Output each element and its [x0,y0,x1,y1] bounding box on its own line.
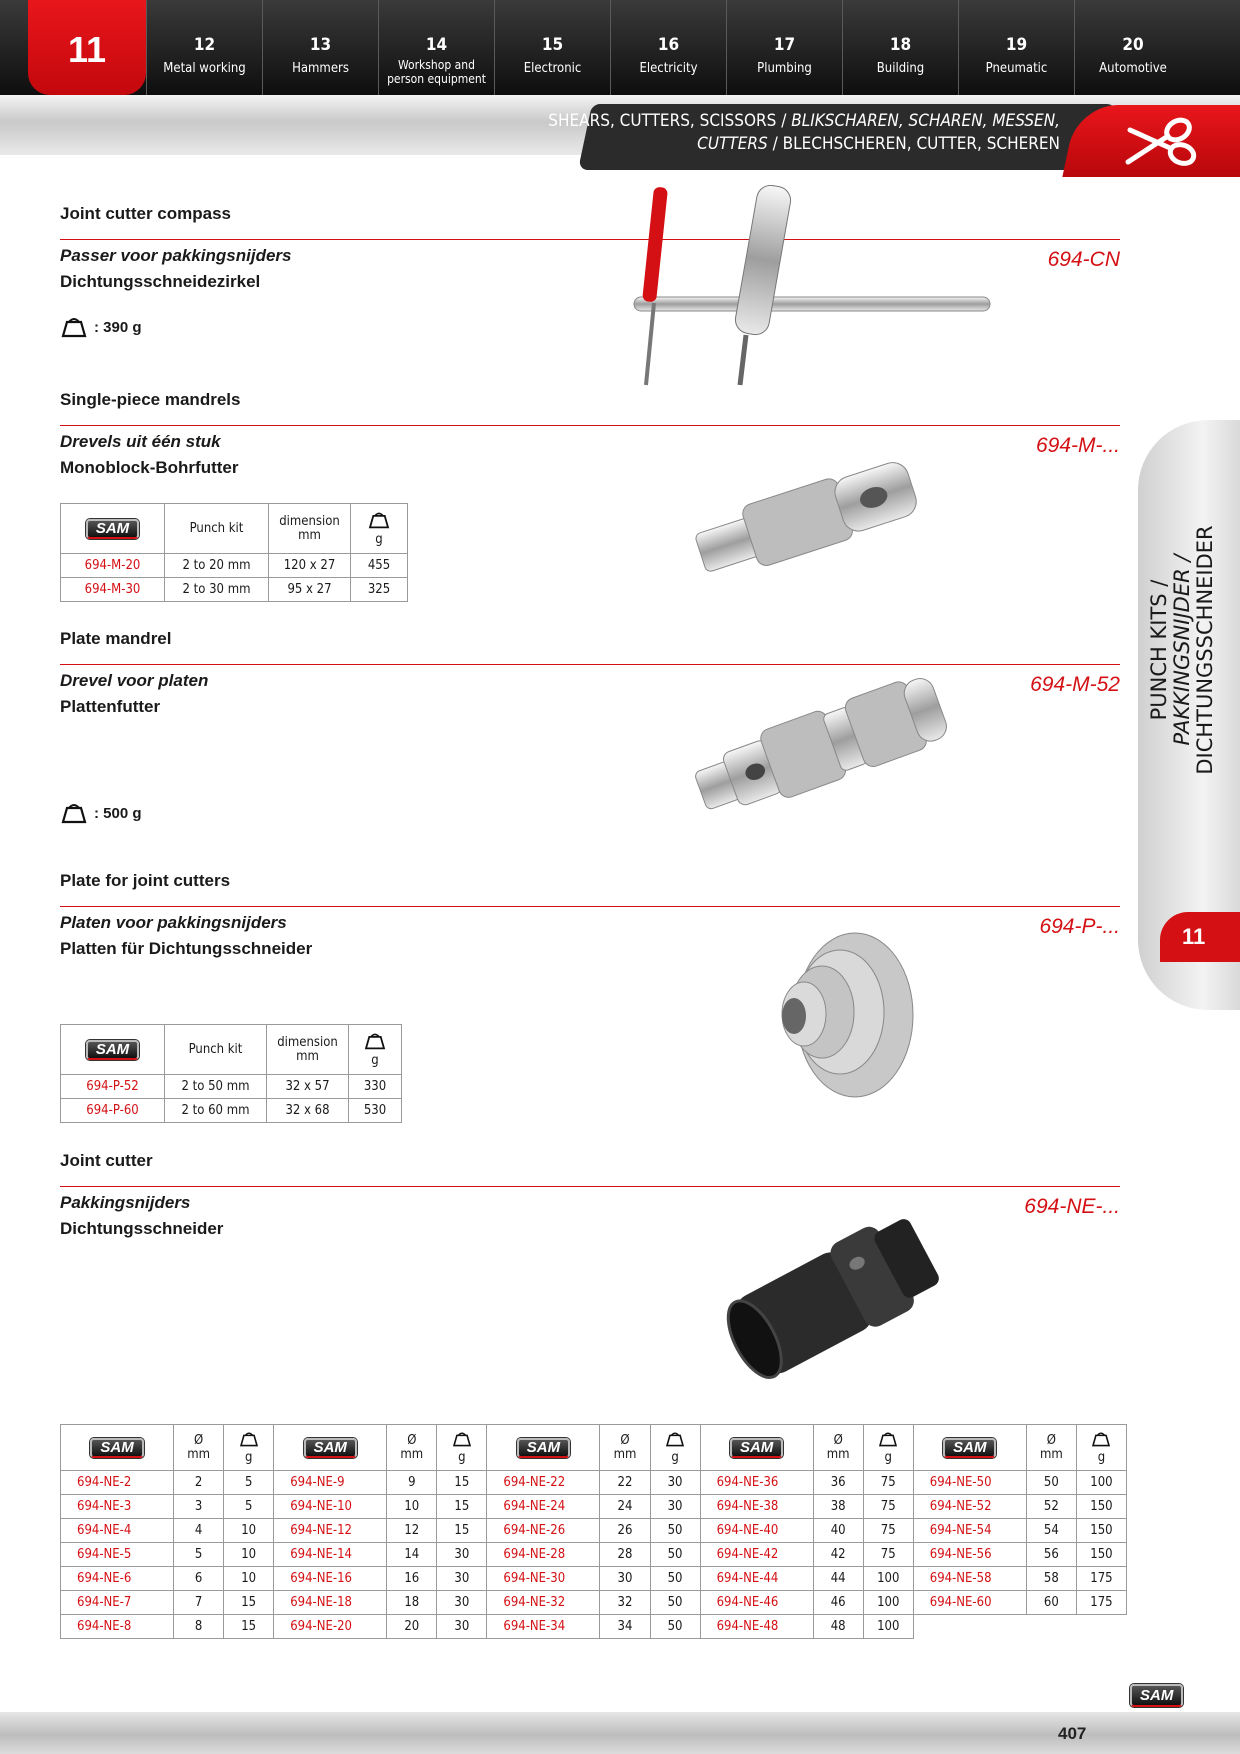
product-code[interactable]: 694-NE-22 [487,1471,600,1495]
weight: 15 [437,1495,487,1519]
tab-16[interactable] [610,0,726,95]
product-code[interactable]: 694-NE-6 [61,1567,174,1591]
product-code[interactable]: 694-P-60 [61,1099,165,1123]
table-header-row [61,1425,1127,1471]
weight: 30 [437,1567,487,1591]
diameter: 54 [1026,1519,1076,1543]
tab-label: Electronic [523,61,582,76]
product-code[interactable]: 694-NE-40 [700,1519,813,1543]
separator: / [772,134,778,154]
product-code[interactable]: 694-NE-54 [913,1519,1026,1543]
product-code[interactable]: 694-NE-18 [274,1591,387,1615]
diameter: 60 [1026,1591,1076,1615]
brand-header [61,504,165,554]
col-dimension [269,504,351,554]
sam-logo: SAM [517,1438,570,1458]
diameter: 3 [174,1495,224,1519]
diameter: 38 [813,1495,863,1519]
sam-logo: SAM [90,1438,143,1458]
weight-info [60,316,142,338]
unit-mm: mm [826,1446,850,1462]
diameter: 40 [813,1519,863,1543]
weight: 75 [863,1471,913,1495]
product-code[interactable]: 694-NE-50 [913,1471,1026,1495]
joint-cutter-photo [720,1205,960,1385]
spec-table-mandrels [60,503,408,602]
product-title-en: Plate for joint cutters [60,871,231,890]
weight-icon [877,1431,899,1447]
weight-icon [1090,1431,1112,1447]
brand-header [274,1425,387,1471]
weight: 100 [1076,1471,1126,1495]
dimension-label: dimension [277,1034,338,1050]
diameter: 30 [600,1567,650,1591]
sam-logo: SAM [730,1438,783,1458]
sam-logo: SAM [304,1438,357,1458]
product-code[interactable]: 694-NE-58 [913,1567,1026,1591]
tab-label: Pneumatic [985,61,1048,76]
punch-kit: 2 to 50 mm [165,1075,267,1099]
product-title-nl: Platen voor pakkingsnijders [60,913,287,932]
unit-g: g [244,1449,253,1465]
col-diameter [813,1425,863,1471]
weight: 15 [437,1471,487,1495]
unit-g: g [1097,1449,1106,1465]
product-title-en: Joint cutter compass [60,204,231,223]
dimension: 120 x 27 [269,554,351,578]
weight: 150 [1076,1519,1126,1543]
diameter: 24 [600,1495,650,1519]
brand-header [913,1425,1026,1471]
weight: 5 [224,1471,274,1495]
diameter: 26 [600,1519,650,1543]
tab-number: 13 [309,35,332,55]
col-weight [437,1425,487,1471]
tab-18[interactable] [842,0,958,95]
product-code[interactable]: 694-NE-28 [487,1543,600,1567]
product-code[interactable]: 694-NE-26 [487,1519,600,1543]
col-weight [1076,1425,1126,1471]
empty-cell [1076,1615,1126,1639]
tab-12[interactable] [146,0,262,95]
product-code[interactable]: 694-NE-20 [274,1615,387,1639]
weight: 150 [1076,1543,1126,1567]
diameter: 56 [1026,1543,1076,1567]
table-row [61,578,408,602]
weight-icon [363,1032,387,1050]
spec-table-plates [60,1024,402,1123]
product-title-en: Joint cutter [60,1151,153,1170]
product-title-nl: Passer voor pakkingsnijders [60,246,292,265]
diameter: 14 [387,1543,437,1567]
weight: 50 [650,1543,700,1567]
tab-number: 15 [541,35,564,55]
weight: 10 [224,1567,274,1591]
punch-kit: 2 to 60 mm [165,1099,267,1123]
weight: 30 [650,1495,700,1519]
col-weight [351,504,408,554]
joint-cutter-table-body [61,1471,1127,1639]
col-diameter [600,1425,650,1471]
product-code[interactable]: 694-NE-2 [61,1471,174,1495]
tab-label: Hammers [292,61,349,76]
tab-15[interactable] [494,0,610,95]
product-code[interactable]: 694-NE-42 [700,1543,813,1567]
product-title-de: Plattenfutter [60,697,161,716]
diameter: 5 [174,1543,224,1567]
weight: 455 [351,554,408,578]
weight-icon [451,1431,473,1447]
weight: 150 [1076,1495,1126,1519]
col-diameter [174,1425,224,1471]
diameter: 48 [813,1615,863,1639]
weight: 30 [437,1591,487,1615]
punch-kit: 2 to 30 mm [165,578,269,602]
product-title-nl: Drevels uit één stuk [60,432,221,451]
table-row [61,554,408,578]
product-code[interactable]: 694-NE-3 [61,1495,174,1519]
weight: 30 [437,1543,487,1567]
table-row [61,1495,1127,1519]
product-code[interactable]: 694-NE-30 [487,1567,600,1591]
unit-mm: mm [187,1446,211,1462]
unit-g: g [884,1449,892,1465]
weight: 50 [650,1567,700,1591]
col-punch-kit: Punch kit [165,504,269,554]
dimension-label: dimension [279,513,340,529]
tab-active-11[interactable]: 11 [28,0,146,95]
diameter: 52 [1026,1495,1076,1519]
brand-header [61,1025,165,1075]
col-weight [349,1025,402,1075]
unit-mm: mm [400,1446,424,1462]
category-nl: BLIKSCHAREN, SCHAREN, MESSEN, [791,111,1060,131]
tab-number: 12 [193,35,216,55]
col-dimension [267,1025,349,1075]
product-title-de: Dichtungsschneidezirkel [60,272,261,291]
diameter: 18 [387,1591,437,1615]
weight: 75 [863,1519,913,1543]
tab-17[interactable] [726,0,842,95]
divider [60,664,1120,665]
product-code[interactable]: 694-NE-10 [274,1495,387,1519]
product-code[interactable]: 694-M-30 [61,578,165,602]
weight: 175 [1076,1591,1126,1615]
diameter: 12 [387,1519,437,1543]
sam-logo: SAM [86,519,139,539]
unit-g: g [371,1052,379,1068]
product-code[interactable]: 694-NE-56 [913,1543,1026,1567]
diameter: 4 [174,1519,224,1543]
tab-20[interactable] [1074,0,1240,95]
diameter: 42 [813,1543,863,1567]
unit-g: g [671,1449,679,1465]
unit-mm: mm [1039,1446,1063,1462]
product-title-de: Platten für Dichtungsschneider [60,939,313,958]
product-code[interactable]: 694-NE-7 [61,1591,174,1615]
tab-14[interactable] [378,0,494,95]
weight: 100 [863,1591,913,1615]
sam-logo: SAM [1130,1684,1183,1707]
diameter: 8 [174,1615,224,1639]
diameter: 46 [813,1591,863,1615]
category-title [540,110,1060,156]
weight-value: : 500 g [94,804,142,822]
product-reference: 694-M-... [1035,434,1120,457]
weight: 75 [863,1495,913,1519]
side-label-en: PUNCH KITS / [1147,579,1171,721]
sam-logo: SAM [943,1438,996,1458]
side-tab-label [1148,500,1217,800]
col-diameter [1026,1425,1076,1471]
product-title-en: Single-piece mandrels [60,390,241,409]
tab-19[interactable] [958,0,1074,95]
diameter: 22 [600,1471,650,1495]
diameter: 9 [387,1471,437,1495]
weight: 15 [224,1615,274,1639]
diameter: 2 [174,1471,224,1495]
weight: 10 [224,1519,274,1543]
unit-mm: mm [296,1048,319,1064]
product-reference: 694-NE-... [1024,1195,1120,1218]
diameter-symbol: Ø [407,1432,417,1448]
footer-logo [1130,1684,1183,1707]
weight: 15 [224,1591,274,1615]
tab-label: Workshop and person equipment [387,58,486,86]
diameter-symbol: Ø [1046,1432,1056,1448]
weight: 175 [1076,1567,1126,1591]
diameter: 20 [387,1615,437,1639]
brand-header [487,1425,600,1471]
product-reference: 694-CN [1047,248,1120,271]
table-row [61,1099,402,1123]
table-row [61,1567,1127,1591]
product-code[interactable]: 694-NE-12 [274,1519,387,1543]
category-en: SHEARS, CUTTERS, SCISSORS [548,111,777,131]
weight-value: : 390 g [94,318,142,336]
brand-header [700,1425,813,1471]
unit-g: g [375,531,383,547]
diameter: 32 [600,1591,650,1615]
col-weight [224,1425,274,1471]
table-row [61,1471,1127,1495]
divider [60,1186,1120,1187]
product-code[interactable]: 694-NE-32 [487,1591,600,1615]
table-row [61,1519,1127,1543]
product-code[interactable]: 694-NE-36 [700,1471,813,1495]
compass-photo [628,185,998,390]
product-code[interactable]: 694-NE-44 [700,1567,813,1591]
weight: 30 [650,1471,700,1495]
category-de: BLECHSCHEREN, CUTTER, SCHEREN [782,134,1060,154]
weight: 75 [863,1543,913,1567]
product-code[interactable]: 694-NE-4 [61,1519,174,1543]
product-code[interactable]: 694-NE-14 [274,1543,387,1567]
weight: 30 [437,1615,487,1639]
table-row [61,1075,402,1099]
tab-13[interactable] [262,0,378,95]
table-row [61,1591,1127,1615]
diameter: 16 [387,1567,437,1591]
table-row [61,1615,1127,1639]
product-reference: 694-M-52 [1030,673,1120,696]
tab-label: Automotive [1099,61,1167,76]
tab-label: Metal working [163,61,246,76]
page-number: 407 [1058,1724,1087,1743]
divider [60,906,1120,907]
tab-number: 17 [773,35,796,55]
product-code[interactable]: 694-M-20 [61,554,165,578]
unit-mm: mm [298,527,321,543]
side-label-nl: PAKKINGSNIJDER / [1170,554,1194,746]
dimension: 95 x 27 [269,578,351,602]
empty-cell [913,1615,1026,1639]
product-reference: 694-P-... [1039,915,1120,938]
unit-mm: mm [613,1446,637,1462]
divider [60,425,1120,426]
diameter-symbol: Ø [620,1432,630,1448]
product-code[interactable]: 694-NE-48 [700,1615,813,1639]
dimension: 32 x 68 [267,1099,349,1123]
table-row [61,1543,1127,1567]
tab-number: 14 [425,35,448,55]
weight-icon [238,1431,260,1447]
plate-mandrel-photo [690,670,950,820]
tab-label: Building [876,61,925,76]
weight: 100 [863,1567,913,1591]
diameter: 36 [813,1471,863,1495]
product-code[interactable]: 694-NE-38 [700,1495,813,1519]
category-nl-2: CUTTERS [697,134,768,154]
diameter: 7 [174,1591,224,1615]
product-code[interactable]: 694-NE-9 [274,1471,387,1495]
side-label-de: DICHTUNGSSCHNEIDER [1193,525,1217,775]
footer-band [0,1712,1240,1754]
diameter: 6 [174,1567,224,1591]
diameter: 50 [1026,1471,1076,1495]
joint-cutter-table [60,1424,1127,1639]
product-code[interactable]: 694-NE-16 [274,1567,387,1591]
tab-number: 18 [889,35,912,55]
product-code[interactable]: 694-P-52 [61,1075,165,1099]
product-code[interactable]: 694-NE-24 [487,1495,600,1519]
weight: 50 [650,1615,700,1639]
diameter-symbol: Ø [194,1432,204,1448]
tab-number: 20 [1122,35,1144,55]
product-code[interactable]: 694-NE-8 [61,1615,174,1639]
tab-label: Electricity [639,61,698,76]
product-title-en: Plate mandrel [60,629,172,648]
sam-logo: SAM [86,1040,139,1060]
brand-header [61,1425,174,1471]
diameter: 10 [387,1495,437,1519]
product-code[interactable]: 694-NE-46 [700,1591,813,1615]
product-code[interactable]: 694-NE-34 [487,1615,600,1639]
diameter: 28 [600,1543,650,1567]
product-title-nl: Drevel voor platen [60,671,209,690]
diameter: 58 [1026,1567,1076,1591]
unit-g: g [458,1449,466,1465]
weight-icon [367,511,391,529]
product-title-nl: Pakkingsnijders [60,1193,191,1212]
col-diameter [387,1425,437,1471]
product-code[interactable]: 694-NE-60 [913,1591,1026,1615]
scissors-icon [1120,110,1210,176]
diameter-symbol: Ø [833,1432,843,1448]
diameter: 34 [600,1615,650,1639]
diameter: 44 [813,1567,863,1591]
separator: / [781,111,787,131]
side-chapter-number: 11 [1160,912,1240,962]
mandrel-photo [690,450,930,580]
product-title-de: Dichtungsschneider [60,1219,224,1238]
weight: 10 [224,1543,274,1567]
plate-photo [760,920,920,1100]
col-punch-kit: Punch kit [165,1025,267,1075]
weight: 5 [224,1495,274,1519]
weight: 50 [650,1519,700,1543]
tab-number: 19 [1005,35,1028,55]
tab-number: 16 [657,35,680,55]
weight: 15 [437,1519,487,1543]
tab-label: Plumbing [757,61,812,76]
empty-cell [1026,1615,1076,1639]
col-weight [863,1425,913,1471]
weight-info [60,802,142,824]
punch-kit: 2 to 20 mm [165,554,269,578]
product-code[interactable]: 694-NE-52 [913,1495,1026,1519]
dimension: 32 x 57 [267,1075,349,1099]
weight: 325 [351,578,408,602]
product-title-de: Monoblock-Bohrfutter [60,458,239,477]
col-weight [650,1425,700,1471]
weight: 330 [349,1075,402,1099]
weight: 530 [349,1099,402,1123]
weight-icon [664,1431,686,1447]
weight-icon [60,802,88,824]
weight: 50 [650,1591,700,1615]
weight: 100 [863,1615,913,1639]
weight-icon [60,316,88,338]
product-code[interactable]: 694-NE-5 [61,1543,174,1567]
